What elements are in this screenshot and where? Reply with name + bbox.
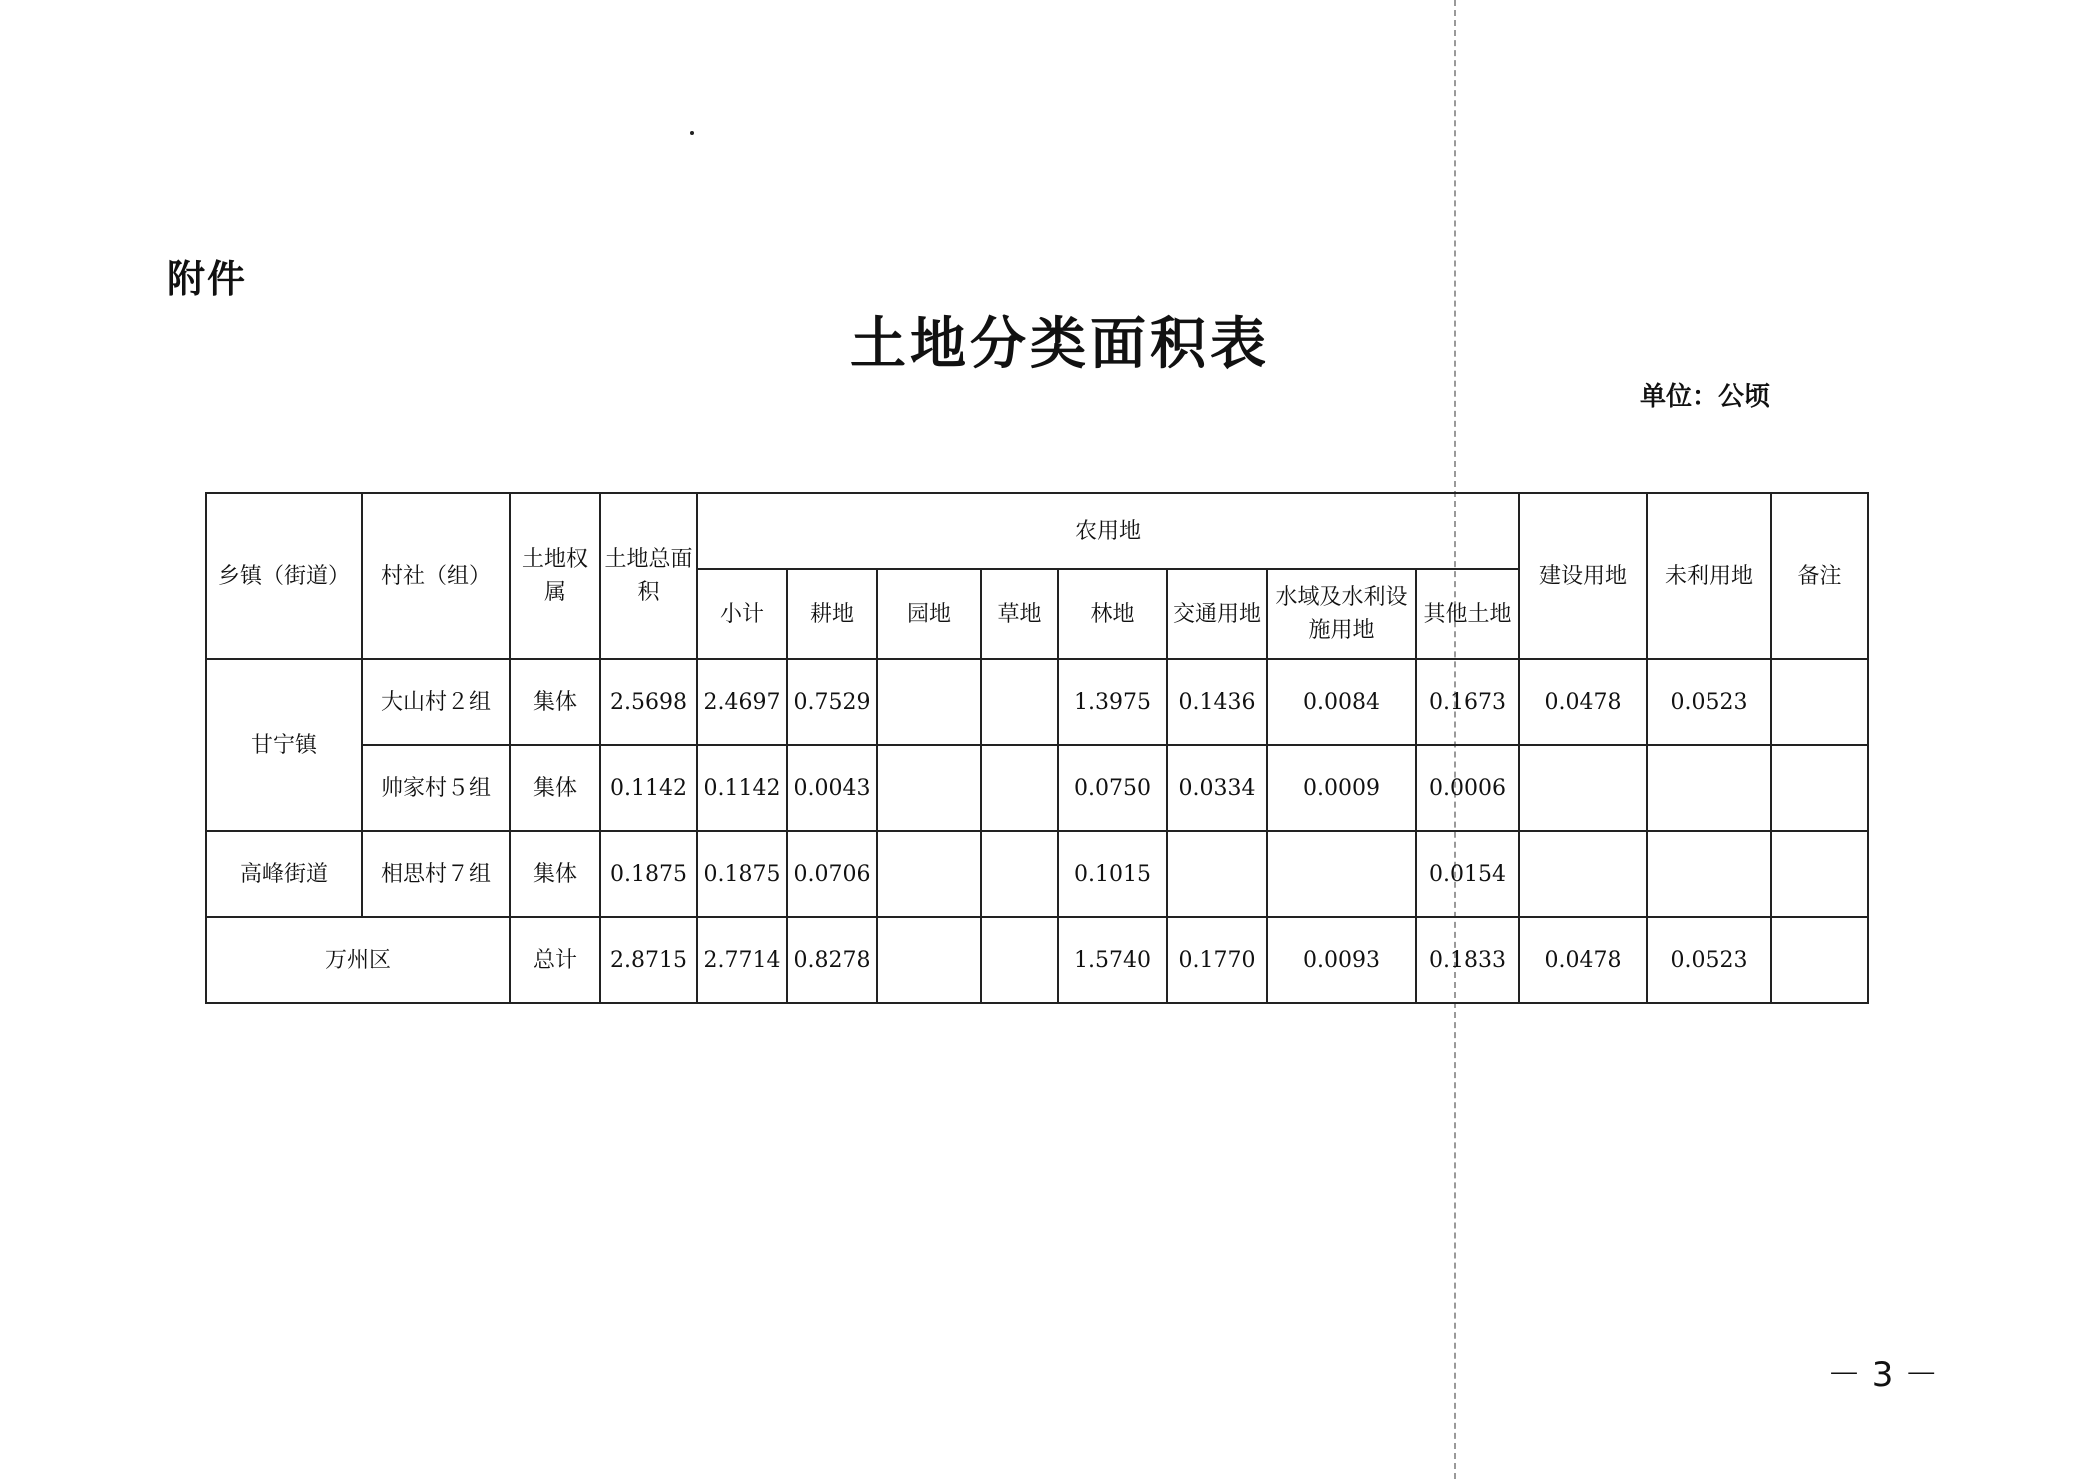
total-row [206,917,1868,1003]
table-row [206,659,1868,745]
header-village: 村社（组） [362,493,510,659]
water-cell: 0.0084 [1267,659,1416,745]
forest-cell: 1.5740 [1058,917,1167,1003]
header-total-area: 土地总面积 [600,493,697,659]
header-remark: 备注 [1771,493,1868,659]
header-construction: 建设用地 [1519,493,1647,659]
transport-cell: 0.0334 [1167,745,1267,831]
remark-cell [1771,917,1868,1003]
header-garden: 园地 [877,569,981,659]
cultivated-cell: 0.8278 [787,917,877,1003]
header-grass: 草地 [981,569,1058,659]
total-cell: 2.8715 [600,917,697,1003]
header-ownership: 土地权属 [510,493,600,659]
total-cell: 0.1875 [600,831,697,917]
remark-cell [1771,659,1868,745]
header-forest: 林地 [1058,569,1167,659]
attachment-label: 附件 [167,257,248,301]
page-title: 土地分类面积表 [850,311,1270,377]
transport-cell: 0.1770 [1167,917,1267,1003]
header-township: 乡镇（街道） [206,493,362,659]
remark-cell [1771,831,1868,917]
construction-cell: 0.0478 [1519,917,1647,1003]
transport-cell [1167,831,1267,917]
water-cell: 0.0009 [1267,745,1416,831]
cultivated-cell: 0.0706 [787,831,877,917]
district-cell: 万州区 [206,917,510,1003]
village-cell: 相思村７组 [362,831,510,917]
forest-cell: 1.3975 [1058,659,1167,745]
ownership-cell: 集体 [510,745,600,831]
header-subtotal: 小计 [697,569,787,659]
unit-label: 单位：公顷 [1640,382,1771,412]
page-number: － 3 － [1827,1355,1939,1395]
grass-cell [981,831,1058,917]
unused-cell: 0.0523 [1647,917,1771,1003]
table-row [206,745,1868,831]
garden-cell [877,917,981,1003]
ownership-cell: 集体 [510,659,600,745]
table-row [206,831,1868,917]
header-agricultural: 农用地 [697,493,1519,569]
subtotal-cell: 2.7714 [697,917,787,1003]
header-other: 其他土地 [1416,569,1519,659]
remark-cell [1771,745,1868,831]
header-unused: 未利用地 [1647,493,1771,659]
subtotal-cell: 0.1142 [697,745,787,831]
construction-cell [1519,745,1647,831]
garden-cell [877,659,981,745]
water-cell [1267,831,1416,917]
township-cell: 甘宁镇 [206,659,362,831]
cultivated-cell: 0.0043 [787,745,877,831]
grass-cell [981,917,1058,1003]
grass-cell [981,745,1058,831]
garden-cell [877,831,981,917]
unused-cell [1647,745,1771,831]
garden-cell [877,745,981,831]
ownership-cell: 集体 [510,831,600,917]
speck-mark [690,131,694,135]
header-cultivated: 耕地 [787,569,877,659]
land-classification-table [205,492,1869,1004]
township-cell: 高峰街道 [206,831,362,917]
header-water: 水域及水利设施用地 [1267,569,1416,659]
total-cell: 2.5698 [600,659,697,745]
ownership-cell: 总计 [510,917,600,1003]
forest-cell: 0.1015 [1058,831,1167,917]
forest-cell: 0.0750 [1058,745,1167,831]
cultivated-cell: 0.7529 [787,659,877,745]
other-cell: 0.1673 [1416,659,1519,745]
other-cell: 0.0006 [1416,745,1519,831]
construction-cell: 0.0478 [1519,659,1647,745]
other-cell: 0.1833 [1416,917,1519,1003]
construction-cell [1519,831,1647,917]
village-cell: 大山村２组 [362,659,510,745]
village-cell: 帅家村５组 [362,745,510,831]
header-transport: 交通用地 [1167,569,1267,659]
unused-cell [1647,831,1771,917]
subtotal-cell: 2.4697 [697,659,787,745]
subtotal-cell: 0.1875 [697,831,787,917]
other-cell: 0.0154 [1416,831,1519,917]
header-row-1 [206,493,1868,569]
transport-cell: 0.1436 [1167,659,1267,745]
total-cell: 0.1142 [600,745,697,831]
water-cell: 0.0093 [1267,917,1416,1003]
unused-cell: 0.0523 [1647,659,1771,745]
grass-cell [981,659,1058,745]
